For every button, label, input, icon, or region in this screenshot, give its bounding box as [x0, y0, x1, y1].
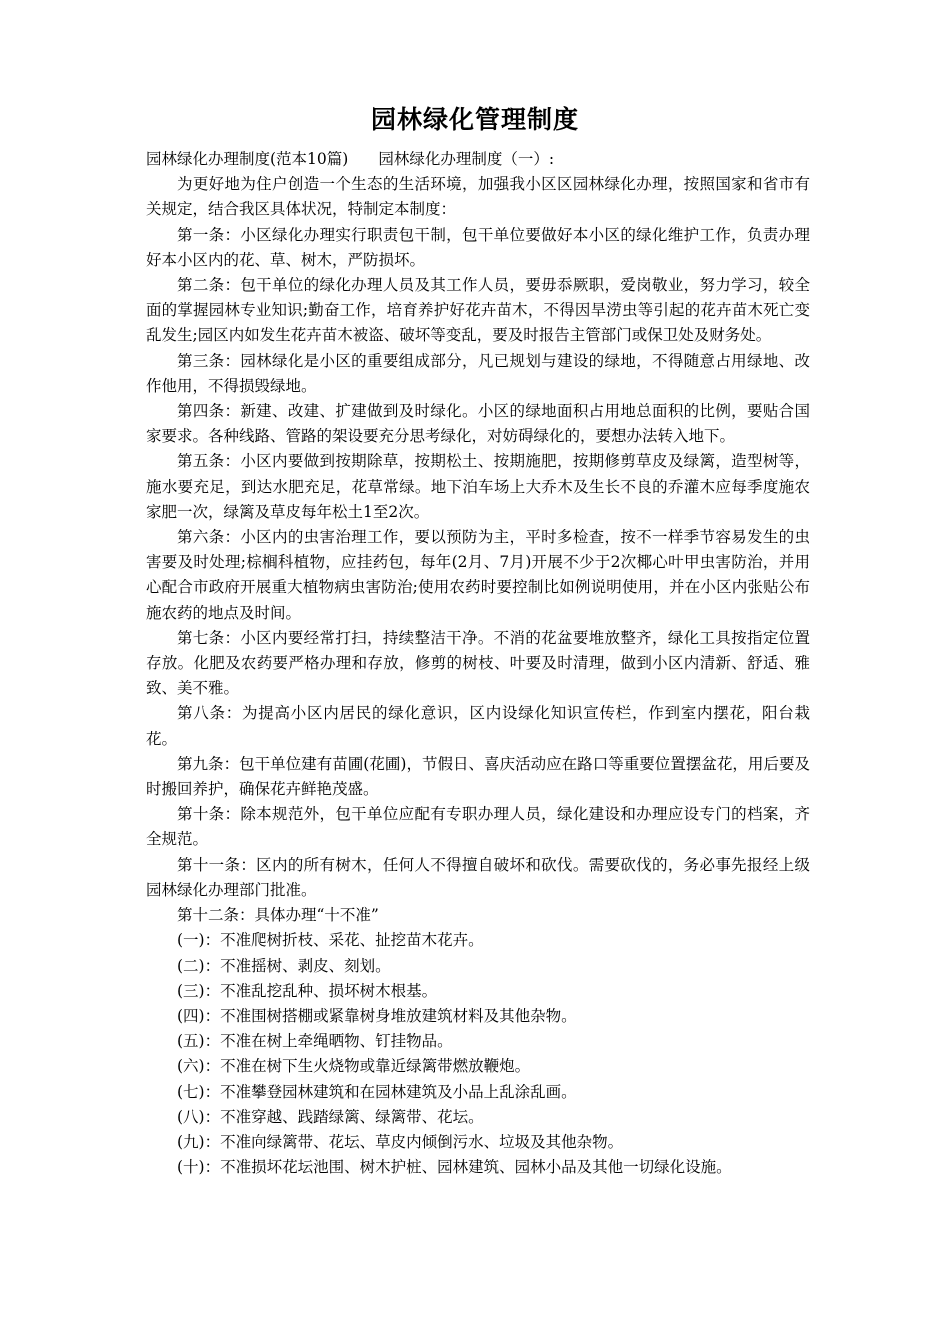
- rule-item-8: (八)：不准穿越、践踏绿篱、绿篱带、花坛。: [177, 1107, 484, 1126]
- paragraph-article-9: 第九条：包干单位建有苗圃(花圃)，节假日、喜庆活动应在路口等重要位置摆盆花，用后要及时搬回养护，确保花卉鲜艳茂盛。: [146, 754, 810, 799]
- document-title: 园林绿化管理制度: [370, 105, 579, 134]
- paragraph-article-2: 第二条：包干单位的绿化办理人员及其工作人员，要毋忝厥职，爱岗敬业，努力学习，较全面的掌握园林专业知识;勤奋工作，培育养护好花卉苗木，不得因旱涝虫等引起的花卉苗木死亡变乱发生;园区内如发生花卉苗木被盗、破坏等变乱，要及时报告主管部门或保卫处及财务处。: [146, 276, 810, 345]
- paragraph-article-7: 第七条：小区内要经常打扫，持续整洁干净。不消的花盆要堆放整齐，绿化工具按指定位置存放。化肥及农药要严格办理和存放，修剪的树枝、叶要及时清理，做到小区内清新、舒适、雅致、美不雅。: [146, 628, 810, 698]
- subtitle-right: 园林绿化办理制度（一）:: [378, 150, 555, 168]
- subtitle-line: [146, 147, 810, 172]
- paragraph-intro: 为更好地为住户创造一个生态的生活环境，加强我小区区园林绿化办理，按照国家和省市有关规定，结合我区具体状况，特制定本制度：: [146, 175, 810, 219]
- paragraph-article-4: 第四条：新建、改建、扩建做到及时绿化。小区的绿地面积占用地总面积的比例，要贴合国家要求。各种线路、管路的架设要充分思考绿化，对妨碍绿化的，要想办法转入地下。: [146, 402, 810, 446]
- rule-item-7: (七)：不准攀登园林建筑和在园林建筑及小品上乱涂乱画。: [177, 1082, 577, 1101]
- document-body: [146, 147, 810, 1180]
- rule-item-10: (十)：不准损坏花坛池围、树木护桩、园林建筑、园林小品及其他一切绿化设施。: [177, 1158, 732, 1177]
- rule-item-5: (五)：不准在树上牵绳晒物、钉挂物品。: [177, 1032, 453, 1051]
- rule-item-1: (一)：不准爬树折枝、采花、扯挖苗木花卉。: [177, 931, 484, 950]
- paragraph-article-3: 第三条：园林绿化是小区的重要组成部分，凡已规划与建设的绿地，不得随意占用绿地、改作他用，不得损毁绿地。: [146, 351, 810, 395]
- paragraph-article-12: 第十二条：具体办理“十不准”: [177, 906, 379, 925]
- rule-item-3: (三)：不准乱挖乱种、损坏树木根基。: [177, 981, 438, 1000]
- rule-item-2: (二)：不准摇树、剥皮、刻划。: [177, 956, 391, 975]
- paragraph-article-1: 第一条：小区绿化办理实行职责包干制，包干单位要做好本小区的绿化维护工作，负责办理好本小区内的花、草、树木，严防损坏。: [146, 225, 810, 269]
- paragraph-article-5: 第五条：小区内要做到按期除草，按期松土、按期施肥，按期修剪草皮及绿篱，造型树等，施水要充足，到达水肥充足，花草常绿。地下泊车场上大乔木及生长不良的乔灌木应每季度施农家肥一次，绿篱及草皮每年松土1至2次。: [146, 452, 810, 521]
- paragraph-article-11: 第十一条：区内的所有树木，任何人不得擅自破坏和砍伐。需要砍伐的，务必事先报经上级园林绿化办理部门批准。: [146, 855, 810, 899]
- paragraph-article-8: 第八条：为提高小区内居民的绿化意识，区内设绿化知识宣传栏，作到室内摆花，阳台栽花。: [146, 704, 810, 748]
- subtitle-left: 园林绿化办理制度(范本10篇): [146, 150, 349, 168]
- paragraph-article-6: 第六条：小区内的虫害治理工作，要以预防为主，平时多检查，按不一样季节容易发生的虫害要及时处理;棕榈科植物，应挂药包，每年(2月、7月)开展不少于2次椰心叶甲虫害防治，并用心配合市政府开展重大植物病虫害防治;使用农药时要控制比如例说明使用，并在小区内张贴公布施农药的地点及时间。: [146, 528, 810, 622]
- paragraph-article-10: 第十条：除本规范外，包干单位应配有专职办理人员，绿化建设和办理应设专门的档案，齐全规范。: [146, 805, 810, 849]
- rule-item-6: (六)：不准在树下生火烧物或靠近绿篱带燃放鞭炮。: [177, 1057, 531, 1076]
- rule-item-9: (九)：不准向绿篱带、花坛、草皮内倾倒污水、垃圾及其他杂物。: [177, 1132, 624, 1151]
- rule-item-4: (四)：不准围树搭棚或紧靠树身堆放建筑材料及其他杂物。: [177, 1006, 577, 1025]
